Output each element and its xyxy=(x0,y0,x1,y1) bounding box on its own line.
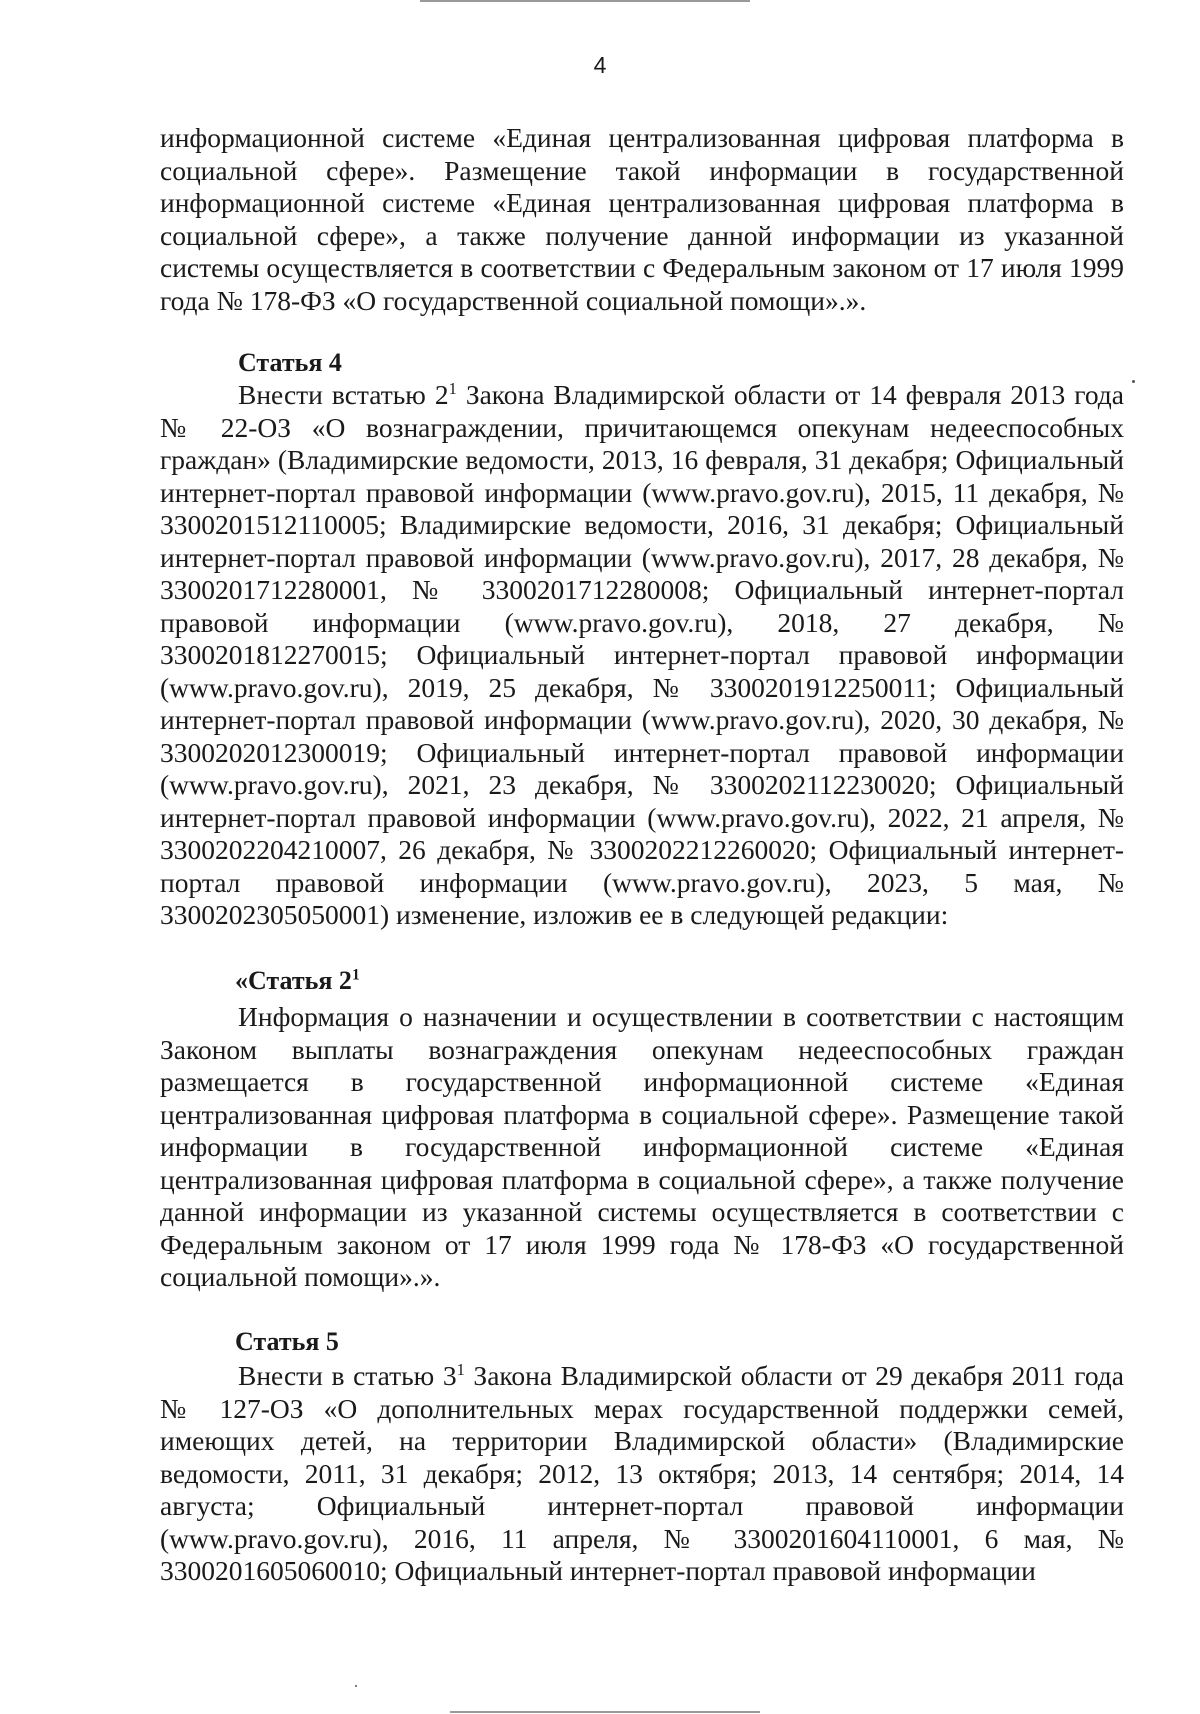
quoted-article-heading-text: «Статья 2 xyxy=(235,966,352,995)
quoted-article-heading xyxy=(235,966,360,996)
article-4-heading: Статья 4 xyxy=(238,348,342,377)
intro-paragraph: информационной системе «Единая централизованная цифровая платформа в социальной сфере». Размещение такой информации в государственной информационной системе «Единая централизованная цифровая платформа в социальной сфере», а также получение данной информации из указанной системы осуществляется в соответствии с Федеральным законом от 17 июля 1999 года № 178-ФЗ «О государственной социальной помощи».». xyxy=(160,122,1124,316)
article-5-heading: Статья 5 xyxy=(235,1327,339,1356)
quoted-article-superscript: 1 xyxy=(351,966,360,984)
scan-artifact-top xyxy=(420,0,750,2)
quoted-article-paragraph: Информация о назначении и осуществлении в соответствии с настоящим Законом выплаты вознаграждения опекунам недееспособных граждан размещается в государственной информационной системе «Единая централизованная цифровая платформа в социальной сфере». Размещение такой информации в государственной информационной системе «Единая централизованная цифровая платформа в социальной сфере», а также получение данной информации из указанной системы осуществляется в соответствии с Федеральным законом от 17 июля 1999 года № 178-ФЗ «О государственной социальной помощи».». xyxy=(160,1001,1124,1292)
article-5-text-rest: Закона Владимирской области от 29 декабря 2011 года № 127-ОЗ «О дополнительных мерах государственной поддержки семей, имеющих детей, на территории Владимирской области» (Владимирские ведомости, 2011, 31 декабря; 2012, 13 октября; 2013, 14 сентября; 2014, 14 августа; Официальный интернет-портал правовой информации (www.pravo.gov.ru), 2016, 11 апреля, № 3300201604110001, 6 мая, № 3300201605060010; Официальный интернет-портал правовой информации xyxy=(160,1360,1124,1586)
scan-speck xyxy=(1132,380,1135,383)
article-4-text-rest: Закона Владимирской области от 14 февраля 2013 года № 22-ОЗ «О вознаграждении, причитающемся опекунам недееспособных граждан» (Владимирские ведомости, 2013, 16 февраля, 31 декабря; Официальный интернет-портал правовой информации (www.pravo.gov.ru), 2015, 11 декабря, № 3300201512110005; Владимирские ведомости, 2016, 31 декабря; Официальный интернет-портал правовой информации (www.pravo.gov.ru), 2017, 28 декабря, № 3300201712280001, № 3300201712280008; Официальный интернет-портал правовой информации (www.pravo.gov.ru), 2018, 27 декабря, № 3300201812270015; Официальный интернет-портал правовой информации (www.pravo.gov.ru), 2019, 25 декабря, № 3300201912250011; Официальный интернет-портал правовой информации (www.pravo.gov.ru), 2020, 30 декабря, № 3300202012300019; Официальный интернет-портал правовой информации (www.pravo.gov.ru), 2021, 23 декабря, № 3300202112230020; Официальный интернет-портал правовой информации (www.pravo.gov.ru), 2022, 21 апреля, № 3300202204210007, 26 декабря, № 3300202212260020; Официальный интернет-портал правовой информации (www.pravo.gov.ru), 2023, 5 мая, № 3300202305050001) изменение, изложив ее в следующей редакции: xyxy=(160,379,1124,930)
page-number: 4 xyxy=(593,52,607,78)
scan-artifact-bottom xyxy=(450,1711,760,1713)
article-4-text-start: Внести встатью 2 xyxy=(238,379,449,410)
article-5-superscript: 1 xyxy=(456,1359,465,1379)
article-4-superscript: 1 xyxy=(448,378,457,398)
article-5-paragraph xyxy=(160,1360,1124,1588)
scan-speck xyxy=(355,1685,357,1687)
article-4-paragraph xyxy=(160,379,1124,932)
article-5-text-start: Внести в статью 3 xyxy=(238,1360,457,1391)
